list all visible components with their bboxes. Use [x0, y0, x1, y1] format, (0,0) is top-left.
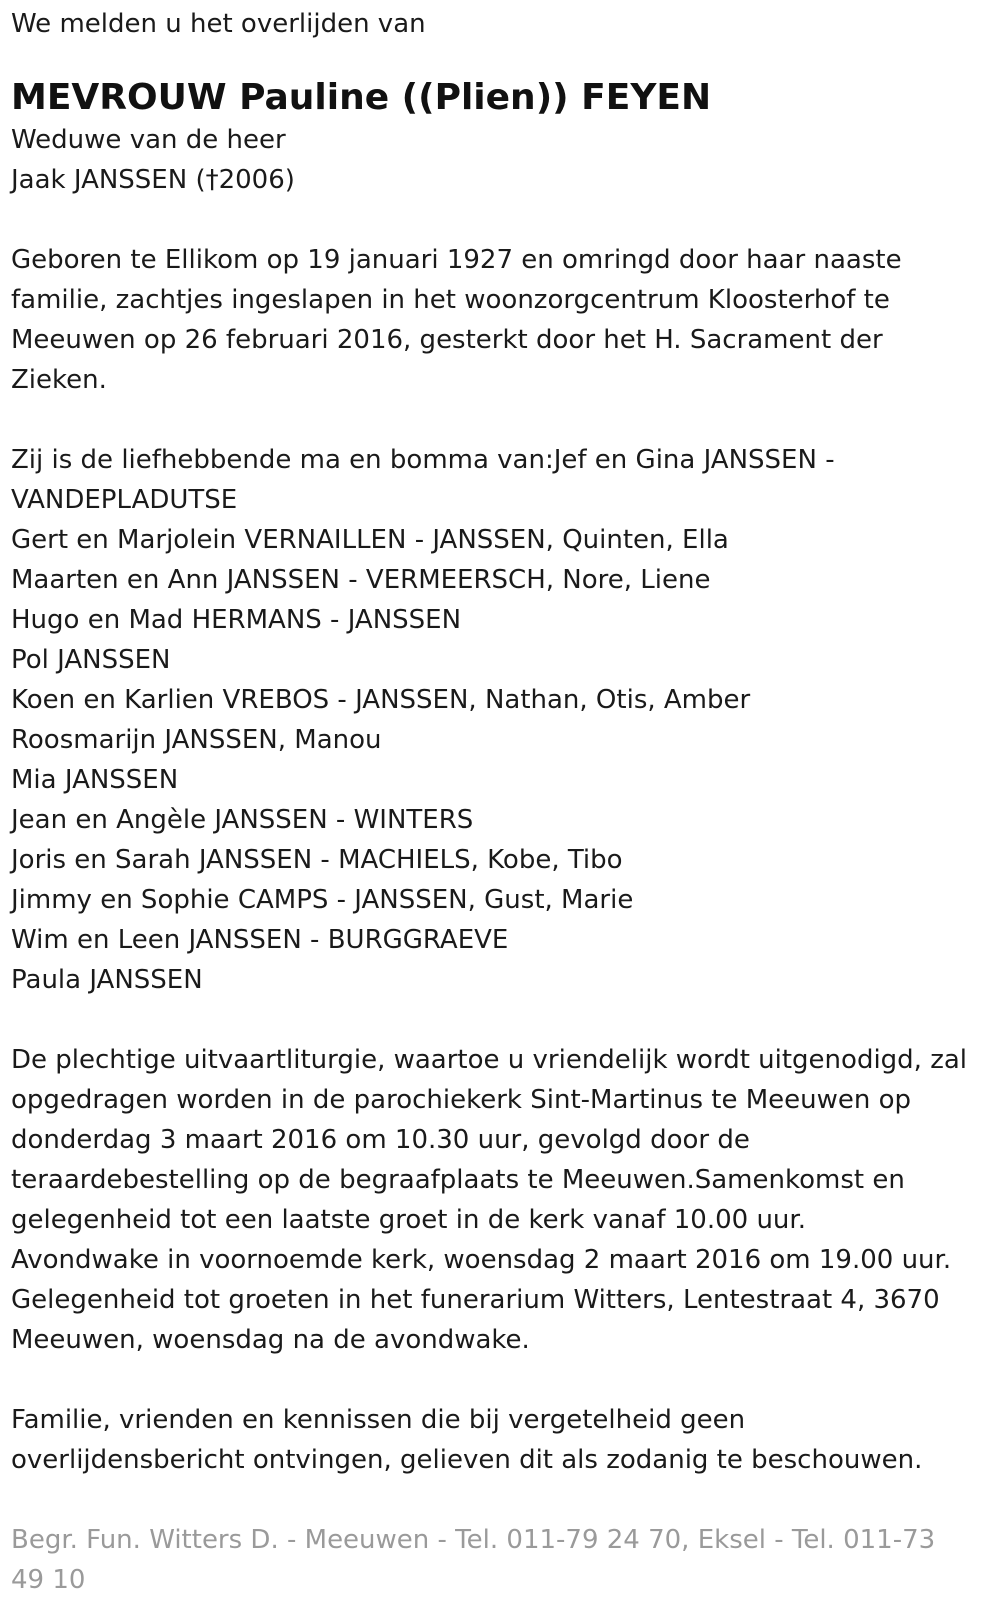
relative-line: Gert en Marjolein VERNAILLEN - JANSSEN, Quinten, Ella [11, 525, 729, 555]
relatives-section [11, 440, 970, 1000]
relative-line: Paula JANSSEN [11, 965, 203, 995]
relative-line: Roosmarijn JANSSEN, Manou [11, 725, 382, 755]
closing-section [11, 1400, 970, 1480]
relative-line: Jean en Angèle JANSSEN - WINTERS [11, 805, 474, 835]
birth-text: Geboren te Ellikom op 19 januari 1927 en omringd door haar naaste familie, zachtjes ingeslapen in het woonzorgcentrum Kloosterhof te Meeuwen op 26 februari 2016, gesterkt door het H. Sacrament der Zieken. [11, 245, 902, 395]
relative-line: Mia JANSSEN [11, 765, 179, 795]
spouse-line-1: Weduwe van de heer [11, 125, 286, 155]
wake-text: Avondwake in voornoemde kerk, woensdag 2 maart 2016 om 19.00 uur. [11, 1245, 952, 1275]
relative-line: Hugo en Mad HERMANS - JANSSEN [11, 605, 462, 635]
spouse-section [11, 120, 970, 200]
ceremony-section [11, 1040, 970, 1360]
ceremony-text: De plechtige uitvaartliturgie, waartoe u vriendelijk wordt uitgenodigd, zal opgedragen worden in de parochiekerk Sint-Martinus te Meeuwen op donderdag 3 maart 2016 om 10.30 uur, gevolgd door de teraardebestelling op de begraafplaats te Meeuwen.Samenkomst en gelegenheid tot een laatste groet in de kerk vanaf 10.00 uur. [11, 1045, 968, 1235]
deceased-name: MEVROUW Pauline ((Plien)) FEYEN [11, 77, 712, 118]
relative-line: Wim en Leen JANSSEN - BURGGRAEVE [11, 925, 509, 955]
funeral-home-footer: Begr. Fun. Witters D. - Meeuwen - Tel. 011-79 24 70, Eksel - Tel. 011-73 49 10 [11, 1525, 936, 1595]
relative-line: Jimmy en Sophie CAMPS - JANSSEN, Gust, Marie [11, 885, 634, 915]
relatives-intro: Zij is de liefhebbende ma en bomma van:Jef en Gina JANSSEN -VANDEPLADUTSE [11, 445, 835, 515]
relative-line: Maarten en Ann JANSSEN - VERMEERSCH, Nore, Liene [11, 565, 711, 595]
intro-text: We melden u het overlijden van [11, 9, 426, 39]
visit-text: Gelegenheid tot groeten in het funerarium Witters, Lentestraat 4, 3670 Meeuwen, woensdag na de avondwake. [11, 1285, 940, 1355]
closing-text: Familie, vrienden en kennissen die bij vergetelheid geen overlijdensbericht ontvingen, gelieven dit als zodanig te beschouwen. [11, 1405, 923, 1475]
spouse-line-2: Jaak JANSSEN (†2006) [11, 165, 295, 195]
birth-section [11, 240, 970, 400]
relative-line: Joris en Sarah JANSSEN - MACHIELS, Kobe, Tibo [11, 845, 623, 875]
relative-line: Koen en Karlien VREBOS - JANSSEN, Nathan, Otis, Amber [11, 685, 751, 715]
relative-line: Pol JANSSEN [11, 645, 171, 675]
